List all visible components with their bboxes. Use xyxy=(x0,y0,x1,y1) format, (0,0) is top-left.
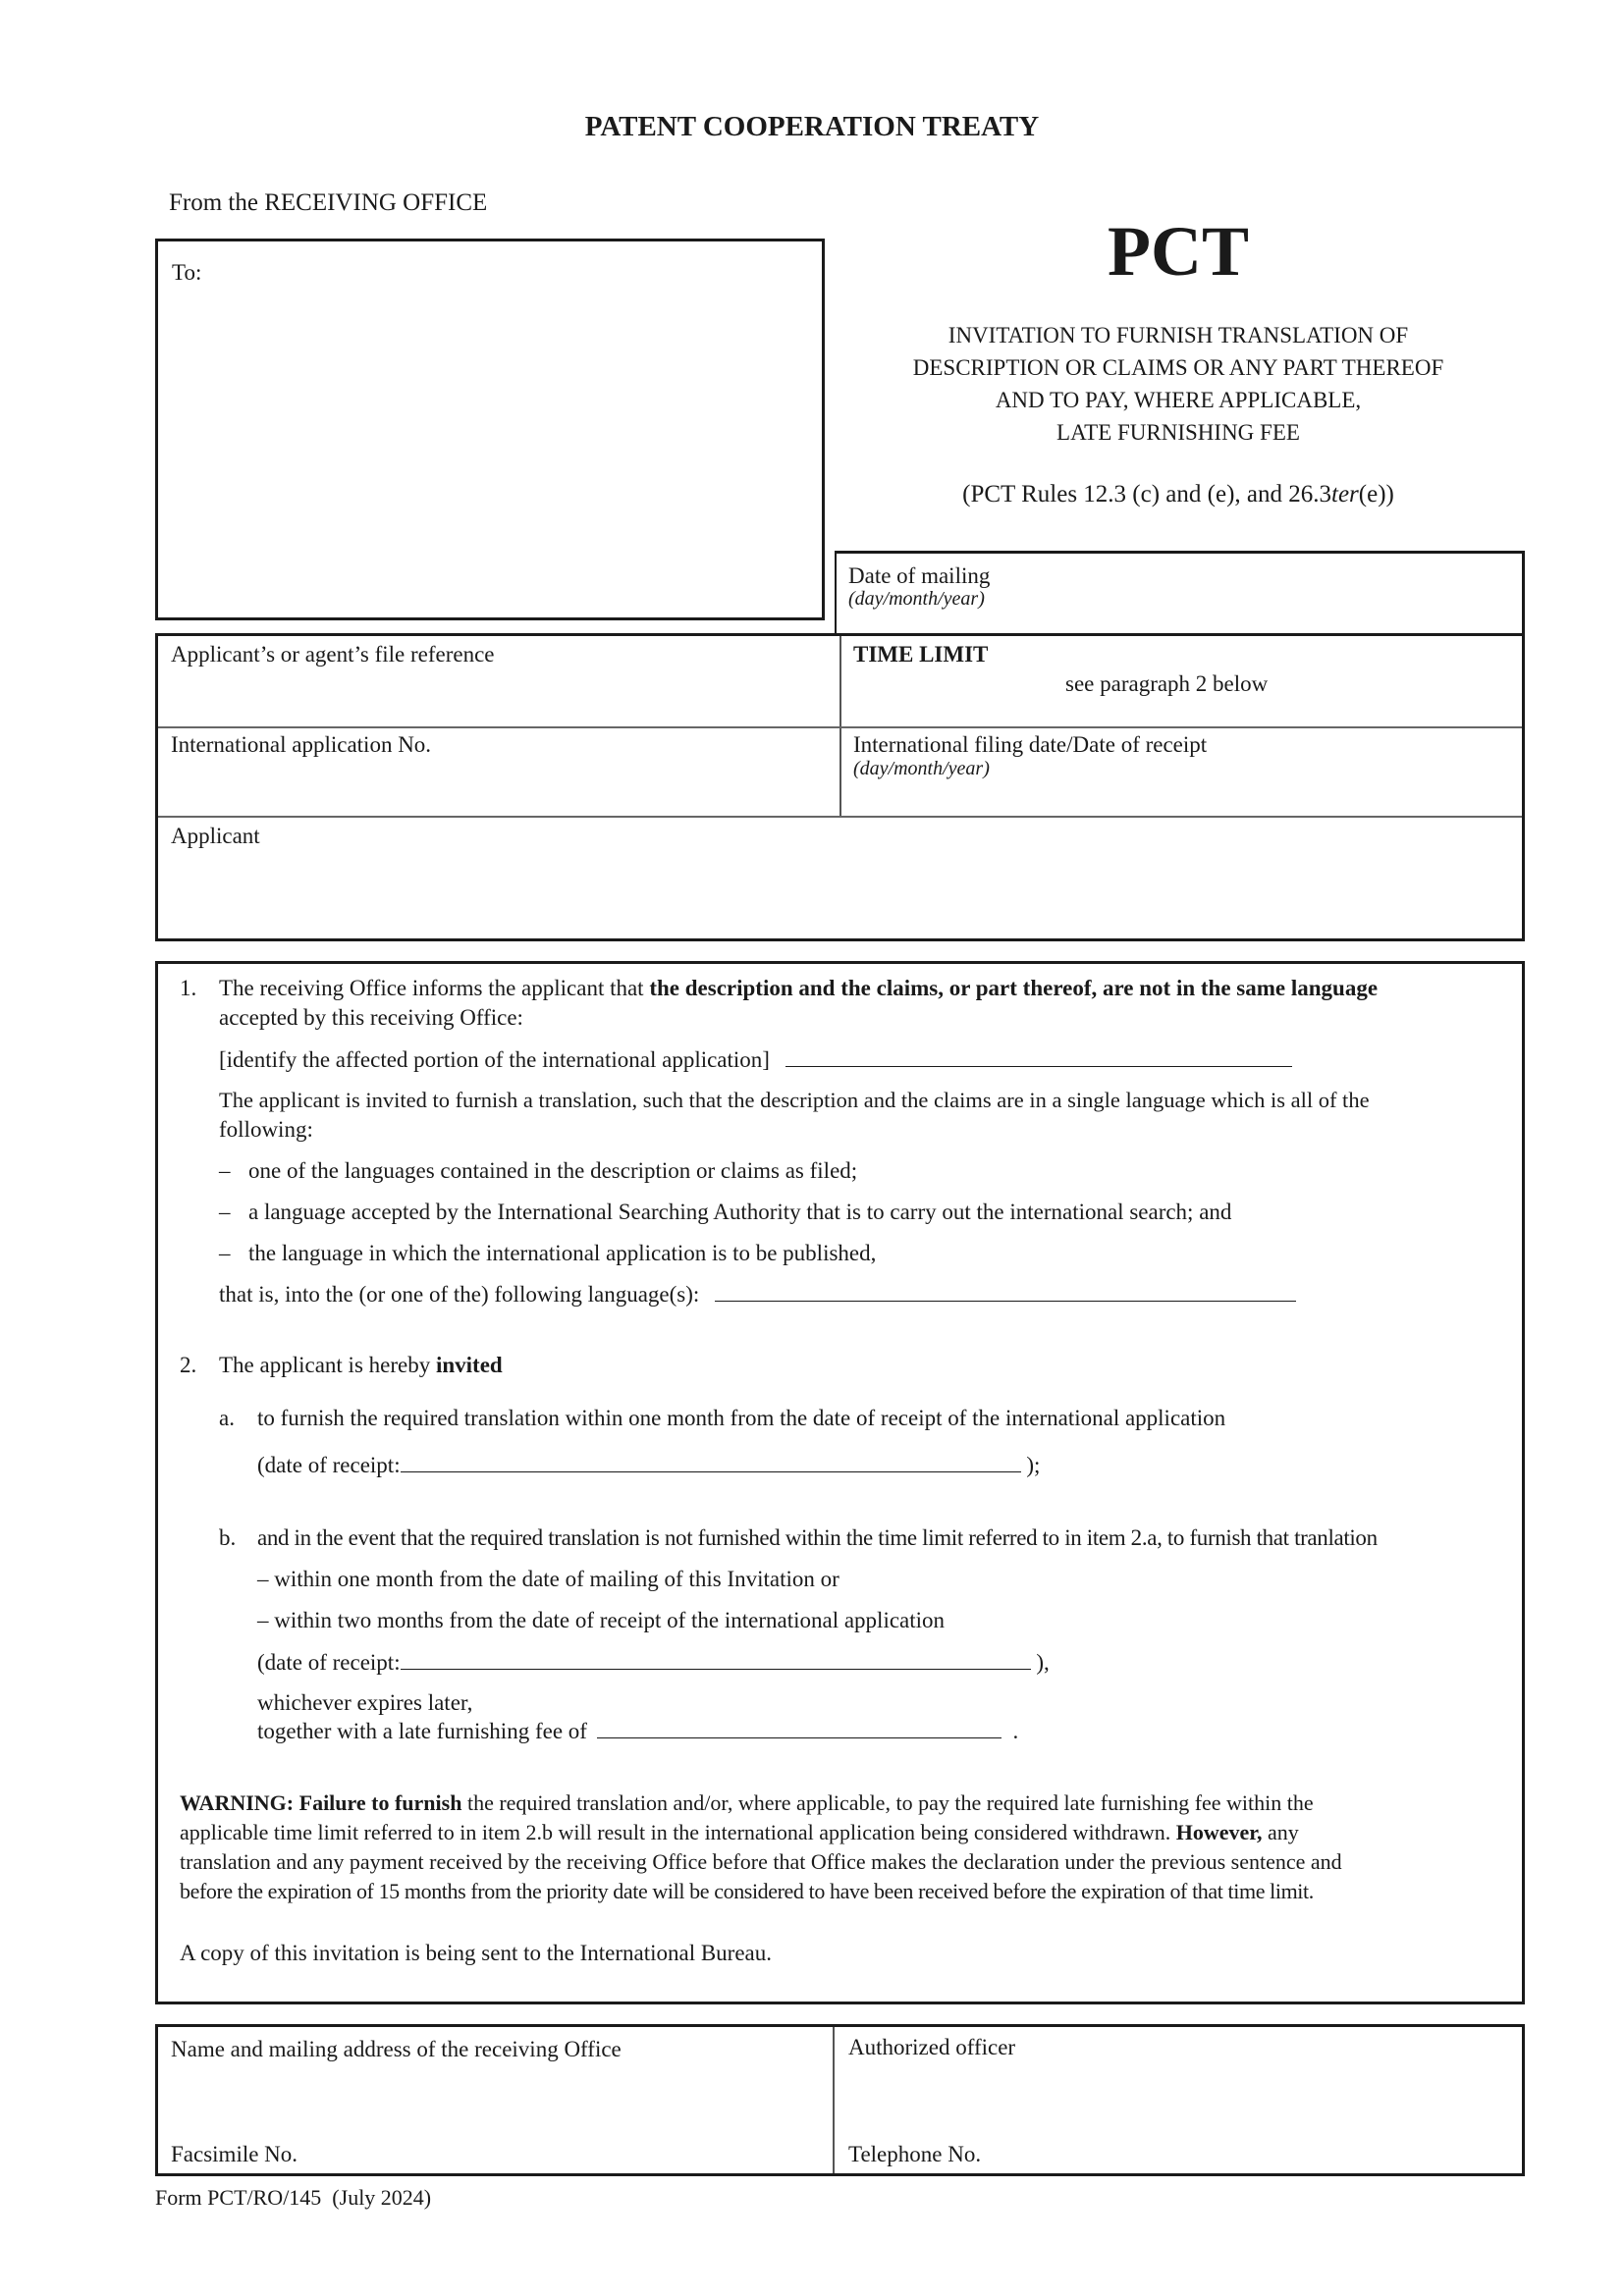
affected-portion-input[interactable] xyxy=(785,1044,1292,1067)
copy-note: A copy of this invitation is being sent to the International Bureau. xyxy=(180,1941,772,1965)
form-title xyxy=(844,319,1512,449)
languages-input[interactable] xyxy=(715,1279,1296,1302)
filing-date-field[interactable]: International filing date/Date of receipt xyxy=(853,732,1208,757)
pct-logo: PCT xyxy=(1108,212,1249,291)
late-fee-input[interactable] xyxy=(597,1716,1001,1738)
dash-marker: – xyxy=(219,1158,231,1183)
late-fee-line xyxy=(257,1716,1018,1745)
warning-block xyxy=(180,1789,1515,1906)
dash-marker: – xyxy=(219,1241,231,1265)
item2-text-bold: invited xyxy=(435,1353,503,1377)
to-label: To: xyxy=(172,260,202,285)
footer-divider xyxy=(833,2027,835,2173)
warning-however: However, xyxy=(1175,1820,1263,1844)
form-identifier: Form PCT/RO/145 (July 2024) xyxy=(155,2185,432,2210)
identify-portion-label: [identify the affected portion of the international application] xyxy=(219,1047,770,1072)
warning-line1-rest: the required translation and/or, where applicable, to pay the required late furnishing fee within the xyxy=(466,1790,1314,1815)
warning-bold-phrase: Failure to furnish xyxy=(298,1790,462,1815)
rules-prefix: (PCT Rules 12.3 (c) and (e), and 26.3 xyxy=(962,481,1331,507)
item2b-receipt-date-input[interactable] xyxy=(401,1647,1031,1670)
item2a-receipt-close: ); xyxy=(1026,1453,1041,1477)
address-box[interactable] xyxy=(155,239,825,620)
language-option: a language accepted by the International Searching Authority that is to carry out the international search; and xyxy=(248,1200,1232,1224)
item2b-text: and in the event that the required translation is not furnished within the time limit referred to in item 2.a, to furnish that tranlation xyxy=(257,1525,1378,1550)
dash-marker: – xyxy=(219,1200,231,1224)
late-fee-label: together with a late furnishing fee of xyxy=(257,1719,587,1743)
date-of-mailing-field[interactable] xyxy=(835,551,1525,635)
form-title-line: DESCRIPTION OR CLAIMS OR ANY PART THEREOF xyxy=(912,355,1444,380)
item2b-receipt-close: ), xyxy=(1036,1650,1050,1675)
warning-line3: translation and any payment received by the receiving Office before that Office makes the declaration under the previous sentence and xyxy=(180,1849,1342,1874)
item2b-line1: – within one month from the date of mailing of this Invitation or xyxy=(257,1567,839,1591)
warning-label: WARNING: xyxy=(180,1790,295,1815)
item1-text-a: The receiving Office informs the applicant that xyxy=(219,976,650,1000)
warning-line1 xyxy=(180,1789,1515,1818)
telephone-field[interactable]: Telephone No. xyxy=(848,2142,982,2166)
item1-line2: accepted by this receiving Office: xyxy=(219,1005,523,1030)
warning-line4: before the expiration of 15 months from the priority date will be considered to have been received before the expiration of that time limit. xyxy=(180,1879,1314,1903)
authorized-officer-field[interactable]: Authorized officer xyxy=(848,2035,1016,2059)
time-limit-note: see paragraph 2 below xyxy=(1065,671,1269,696)
filing-date-format-hint: (day/month/year) xyxy=(853,758,990,779)
office-address-field[interactable]: Name and mailing address of the receiving Office xyxy=(171,2037,622,2061)
item1-line1 xyxy=(219,974,1378,1002)
warning-line2-a: applicable time limit referred to in item 2.b will result in the international application being considered withdrawn. xyxy=(180,1820,1171,1844)
item2b-line2: – within two months from the date of receipt of the international application xyxy=(257,1608,946,1632)
from-receiving-office: From the RECEIVING OFFICE xyxy=(169,189,488,216)
languages-line xyxy=(219,1279,1296,1308)
rules-suffix: (e)) xyxy=(1358,481,1394,507)
file-reference-field[interactable]: Applicant’s or agent’s file reference xyxy=(171,642,495,667)
item2b-label: b. xyxy=(219,1525,237,1550)
item2b-receipt-open: (date of receipt: xyxy=(257,1650,401,1675)
date-of-mailing-label: Date of mailing xyxy=(848,563,991,588)
form-title-line: INVITATION TO FURNISH TRANSLATION OF xyxy=(947,323,1409,347)
grid-divider-2 xyxy=(158,816,1522,818)
application-info-grid xyxy=(155,633,1525,941)
late-fee-end: . xyxy=(1012,1719,1019,1743)
item2a-receipt-line xyxy=(257,1450,1040,1479)
language-option: the language in which the international application is to be published, xyxy=(248,1241,877,1265)
language-option: one of the languages contained in the description or claims as filed; xyxy=(248,1158,858,1183)
rules-italic: ter xyxy=(1331,481,1359,507)
identify-portion-line xyxy=(219,1044,1292,1074)
item1-number: 1. xyxy=(180,976,197,1000)
invited-line2: following: xyxy=(219,1117,313,1142)
item2b-receipt-line xyxy=(257,1647,1050,1677)
time-limit-label: TIME LIMIT xyxy=(853,642,989,667)
item2-text: The applicant is hereby xyxy=(219,1353,436,1377)
item2a-text: to furnish the required translation within one month from the date of receipt of the international application xyxy=(257,1406,1226,1430)
date-format-hint: (day/month/year) xyxy=(848,588,985,610)
application-number-field[interactable]: International application No. xyxy=(171,732,432,757)
treaty-title: PATENT COOPERATION TREATY xyxy=(584,111,1040,142)
item2-line xyxy=(219,1351,503,1379)
receiving-office-box xyxy=(155,2024,1525,2176)
pct-rules-reference xyxy=(844,481,1512,508)
item2a-label: a. xyxy=(219,1406,235,1430)
applicant-field[interactable]: Applicant xyxy=(171,824,260,848)
form-title-line: AND TO PAY, WHERE APPLICABLE, xyxy=(995,388,1362,412)
item2-number: 2. xyxy=(180,1353,197,1377)
facsimile-field[interactable]: Facsimile No. xyxy=(171,2142,298,2166)
languages-label: that is, into the (or one of the) following language(s): xyxy=(219,1282,700,1307)
invited-line1: The applicant is invited to furnish a translation, such that the description and the claims are in a single language which is all of the xyxy=(219,1088,1370,1112)
invitation-body xyxy=(155,961,1525,2004)
item1-text-bold: the description and the claims, or part thereof, are not in the same language xyxy=(649,976,1379,1000)
item2a-receipt-date-input[interactable] xyxy=(401,1450,1021,1472)
warning-line2 xyxy=(180,1818,1515,1847)
grid-divider-1 xyxy=(158,726,1522,728)
warning-line2-b: any xyxy=(1268,1820,1299,1844)
whichever-line: whichever expires later, xyxy=(257,1690,473,1715)
form-title-line: LATE FURNISHING FEE xyxy=(1056,420,1300,445)
item2a-receipt-open: (date of receipt: xyxy=(257,1453,401,1477)
